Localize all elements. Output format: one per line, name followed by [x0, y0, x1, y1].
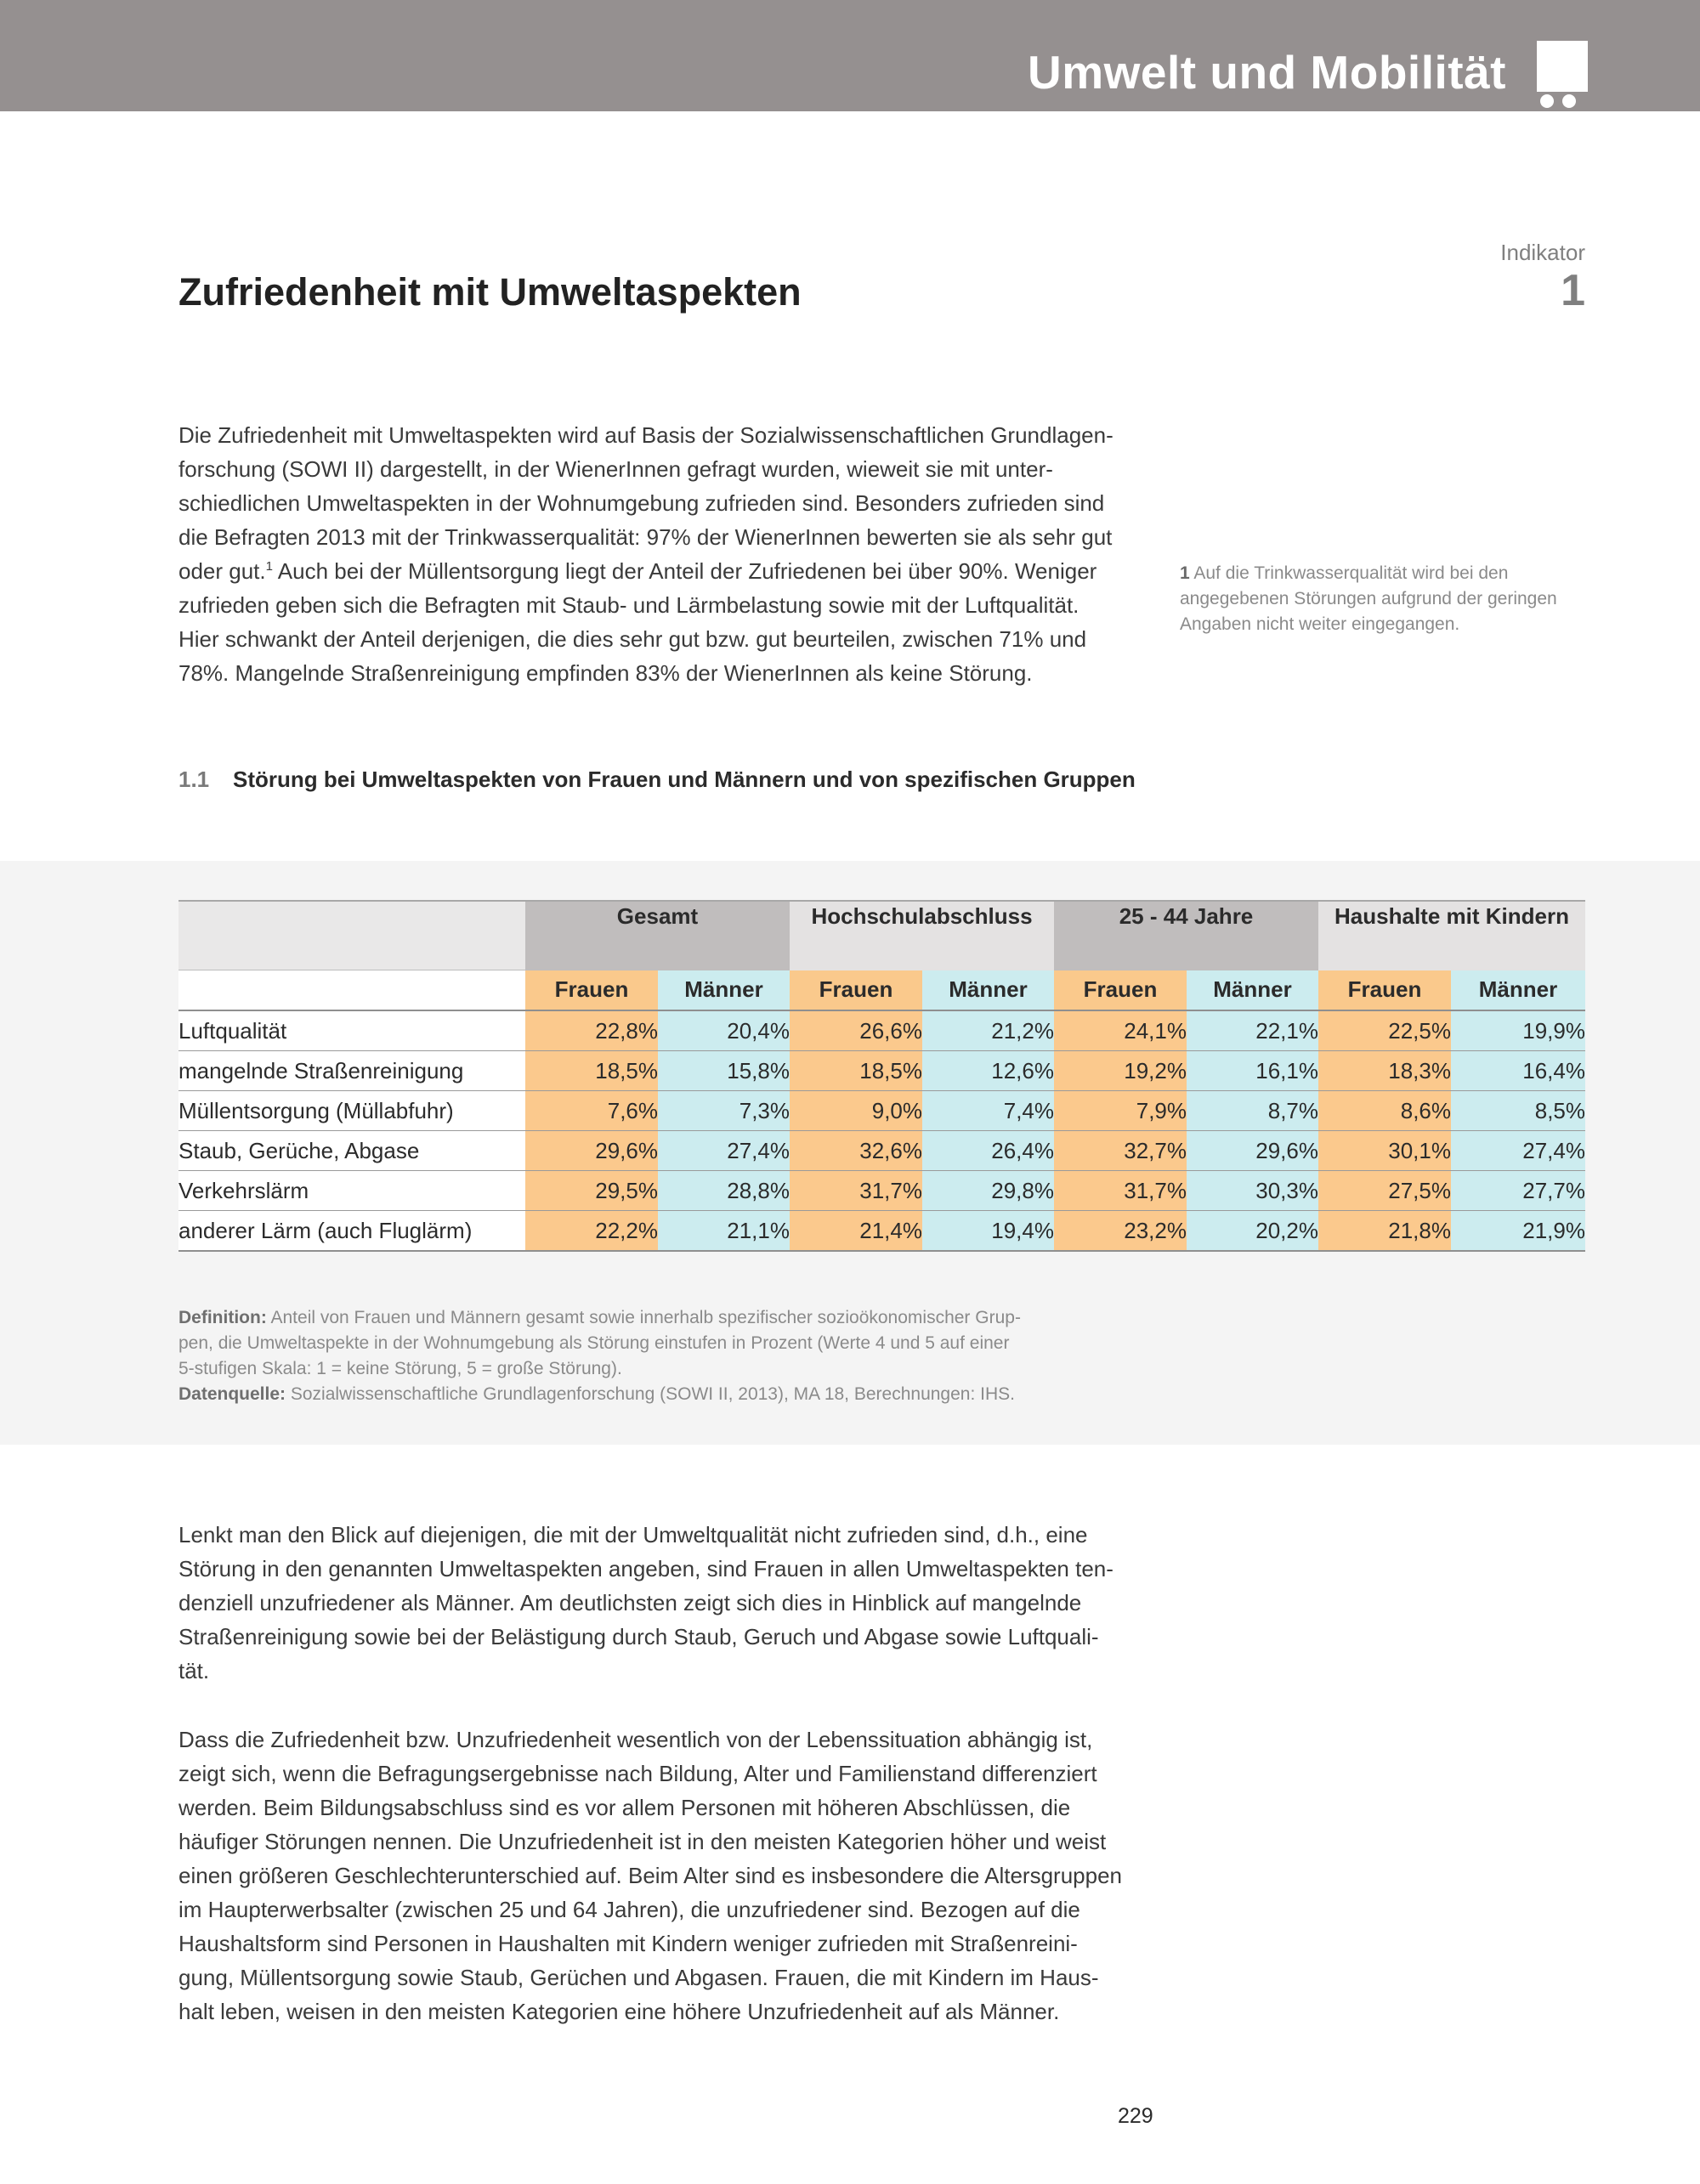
source-label: Datenquelle: [178, 1384, 286, 1404]
value-cell: 21,8% [1318, 1211, 1451, 1252]
value-cell: 21,2% [922, 1010, 1054, 1051]
value-cell: 7,9% [1054, 1091, 1187, 1131]
value-cell: 27,5% [1318, 1171, 1451, 1211]
definition-line: pen, die Umweltaspekte in der Wohnumgebung als Störung einstufen in Prozent (Werte 4 und 5 auf einer [178, 1333, 1010, 1353]
value-cell: 23,2% [1054, 1211, 1187, 1252]
value-cell: 22,5% [1318, 1010, 1451, 1051]
value-cell: 22,2% [525, 1211, 658, 1252]
value-cell: 30,1% [1318, 1131, 1451, 1171]
footnote [1180, 561, 1622, 637]
page-title: Zufriedenheit mit Umweltaspekten [178, 270, 802, 314]
value-cell: 20,2% [1187, 1211, 1318, 1252]
value-cell: 29,8% [922, 1171, 1054, 1211]
value-cell: 32,6% [790, 1131, 922, 1171]
table-row [178, 1091, 1585, 1131]
paragraph-line: halt leben, weisen in den meisten Kategorien eine höhere Unzufriedenheit auf als Männer. [178, 1999, 1060, 2024]
value-cell: 27,7% [1451, 1171, 1585, 1211]
row-label: anderer Lärm (auch Fluglärm) [178, 1211, 525, 1252]
sub-header-maenner: Männer [658, 970, 790, 1011]
paragraph-line: Straßenreinigung sowie bei der Belästigung durch Staub, Geruch und Abgase sowie Luftquali- [178, 1624, 1099, 1649]
value-cell: 20,4% [658, 1010, 790, 1051]
sub-header-frauen: Frauen [525, 970, 658, 1011]
value-cell: 18,5% [790, 1051, 922, 1091]
value-cell: 18,3% [1318, 1051, 1451, 1091]
group-header-row [178, 901, 1585, 970]
value-cell: 8,7% [1187, 1091, 1318, 1131]
table-row [178, 1131, 1585, 1171]
group-header-haushalte-mit-kindern: Haushalte mit Kindern [1318, 901, 1585, 970]
intro-paragraph [178, 418, 1156, 690]
value-cell: 9,0% [790, 1091, 922, 1131]
paragraph-line: werden. Beim Bildungsabschluss sind es vor allem Personen mit höheren Abschlüssen, die [178, 1795, 1071, 1820]
body-paragraph-2 [178, 1518, 1182, 1688]
sub-header-maenner: Männer [1187, 970, 1318, 1011]
value-cell: 8,6% [1318, 1091, 1451, 1131]
definition-text: Anteil von Frauen und Männern gesamt sowie innerhalb spezifischer sozioökonomischer Grup- [266, 1308, 1021, 1327]
chapter-icon [1537, 41, 1588, 109]
value-cell: 29,6% [525, 1131, 658, 1171]
value-cell: 21,1% [658, 1211, 790, 1252]
value-cell: 28,8% [658, 1171, 790, 1211]
section-title: Umwelt und Mobilität [1027, 46, 1506, 99]
sub-header-frauen: Frauen [1054, 970, 1187, 1011]
intro-line [178, 554, 1156, 588]
indicator-label: Indikator [1500, 240, 1585, 265]
body-paragraph-3 [178, 1723, 1182, 2028]
paragraph-line: Störung in den genannten Umweltaspekten angeben, sind Frauen in allen Umweltaspekten ten- [178, 1556, 1114, 1581]
data-table [178, 900, 1585, 1252]
header-blank-cell [178, 970, 525, 1011]
value-cell: 15,8% [658, 1051, 790, 1091]
source-text: Sozialwissenschaftliche Grundlagenforschung (SOWI II, 2013), MA 18, Berechnungen: IHS. [286, 1384, 1015, 1404]
paragraph-line: zeigt sich, wenn die Befragungsergebnisse nach Bildung, Alter und Familienstand differenziert [178, 1761, 1097, 1786]
paragraph-line: im Haupterwerbsalter (zwischen 25 und 64 Jahren), die unzufriedener sind. Bezogen auf die [178, 1897, 1080, 1922]
value-cell: 29,5% [525, 1171, 658, 1211]
value-cell: 16,1% [1187, 1051, 1318, 1091]
value-cell: 7,6% [525, 1091, 658, 1131]
footnote-reference: 1 [265, 559, 273, 574]
indicator-number: 1 [1561, 266, 1585, 315]
value-cell: 26,4% [922, 1131, 1054, 1171]
paragraph-line: tät. [178, 1658, 210, 1683]
row-label: Staub, Gerüche, Abgase [178, 1131, 525, 1171]
header-blank-cell [178, 901, 525, 970]
table-caption-number: 1.1 [178, 767, 210, 792]
footnote-marker: 1 [1180, 563, 1190, 583]
value-cell: 8,5% [1451, 1091, 1585, 1131]
sub-header-maenner: Männer [922, 970, 1054, 1011]
value-cell: 31,7% [790, 1171, 922, 1211]
value-cell: 31,7% [1054, 1171, 1187, 1211]
row-label: Luftqualität [178, 1010, 525, 1051]
paragraph-line: Haushaltsform sind Personen in Haushalten mit Kindern weniger zufrieden mit Straßenreini- [178, 1931, 1078, 1956]
row-label: Müllentsorgung (Müllabfuhr) [178, 1091, 525, 1131]
paragraph-line: häufiger Störungen nennen. Die Unzufriedenheit ist in den meisten Kategorien höher und weist [178, 1829, 1107, 1854]
value-cell: 27,4% [1451, 1131, 1585, 1171]
value-cell: 19,2% [1054, 1051, 1187, 1091]
table-row [178, 1171, 1585, 1211]
table-definition [178, 1305, 1130, 1407]
sub-header-frauen: Frauen [1318, 970, 1451, 1011]
source-line [178, 1382, 1130, 1407]
intro-line: Die Zufriedenheit mit Umweltaspekten wird auf Basis der Sozialwissenschaftlichen Grundlagen- [178, 422, 1114, 448]
footnote-text: Auf die Trinkwasserqualität wird bei den angegebenen Störungen aufgrund der geringen Angaben nicht weiter eingegangen. [1180, 563, 1557, 634]
value-cell: 16,4% [1451, 1051, 1585, 1091]
value-cell: 19,9% [1451, 1010, 1585, 1051]
value-cell: 24,1% [1054, 1010, 1187, 1051]
table-caption-text: Störung bei Umweltaspekten von Frauen und Männern und von spezifischen Gruppen [233, 767, 1136, 792]
group-header-25-44-jahre: 25 - 44 Jahre [1054, 901, 1318, 970]
sub-header-frauen: Frauen [790, 970, 922, 1011]
table-row [178, 1010, 1585, 1051]
value-cell: 30,3% [1187, 1171, 1318, 1211]
row-label: Verkehrslärm [178, 1171, 525, 1211]
table-row [178, 1211, 1585, 1252]
paragraph-line: Lenkt man den Blick auf diejenigen, die mit der Umweltqualität nicht zufrieden sind, d.h., eine [178, 1522, 1088, 1547]
value-cell: 32,7% [1054, 1131, 1187, 1171]
paragraph-line: Dass die Zufriedenheit bzw. Unzufriedenheit wesentlich von der Lebenssituation abhängig ist, [178, 1727, 1093, 1752]
value-cell: 12,6% [922, 1051, 1054, 1091]
intro-line: Hier schwankt der Anteil derjenigen, die dies sehr gut bzw. gut beurteilen, zwischen 71% und [178, 626, 1087, 652]
sub-header-maenner: Männer [1451, 970, 1585, 1011]
intro-line: die Befragten 2013 mit der Trinkwasserqualität: 97% der WienerInnen bewerten sie als sehr gut [178, 524, 1113, 550]
value-cell: 7,3% [658, 1091, 790, 1131]
value-cell: 18,5% [525, 1051, 658, 1091]
value-cell: 26,6% [790, 1010, 922, 1051]
intro-line: schiedlichen Umweltaspekten in der Wohnumgebung zufrieden sind. Besonders zufrieden sind [178, 490, 1105, 516]
paragraph-line: denziell unzufriedener als Männer. Am deutlichsten zeigt sich dies in Hinblick auf mangelnde [178, 1590, 1082, 1615]
intro-line-end: Auch bei der Müllentsorgung liegt der Anteil der Zufriedenen bei über 90%. Weniger [272, 558, 1097, 584]
value-cell: 21,9% [1451, 1211, 1585, 1252]
intro-line: forschung (SOWI II) dargestellt, in der WienerInnen gefragt wurden, wieweit sie mit unter- [178, 456, 1053, 482]
group-header-gesamt: Gesamt [525, 901, 790, 970]
group-header-hochschulabschluss: Hochschulabschluss [790, 901, 1054, 970]
definition-label: Definition: [178, 1308, 267, 1327]
value-cell: 21,4% [790, 1211, 922, 1252]
value-cell: 7,4% [922, 1091, 1054, 1131]
sub-header-row [178, 970, 1585, 1011]
intro-line: 78%. Mangelnde Straßenreinigung empfinden 83% der WienerInnen als keine Störung. [178, 660, 1033, 686]
table-row [178, 1051, 1585, 1091]
value-cell: 22,1% [1187, 1010, 1318, 1051]
paragraph-line: gung, Müllentsorgung sowie Staub, Gerüchen und Abgasen. Frauen, die mit Kindern im Haus- [178, 1965, 1099, 1990]
paragraph-line: einen größeren Geschlechterunterschied auf. Beim Alter sind es insbesondere die Altersgruppen [178, 1863, 1122, 1888]
page-number: 229 [1118, 2104, 1153, 2128]
value-cell: 22,8% [525, 1010, 658, 1051]
intro-line: zufrieden geben sich die Befragten mit Staub- und Lärmbelastung sowie mit der Luftqualität. [178, 592, 1080, 618]
definition-line [178, 1305, 1130, 1331]
header-bar [0, 0, 1700, 111]
value-cell: 19,4% [922, 1211, 1054, 1252]
row-label: mangelnde Straßenreinigung [178, 1051, 525, 1091]
value-cell: 27,4% [658, 1131, 790, 1171]
intro-line-start: oder gut. [178, 558, 266, 584]
value-cell: 29,6% [1187, 1131, 1318, 1171]
definition-line: 5-stufigen Skala: 1 = keine Störung, 5 = große Störung). [178, 1359, 622, 1378]
